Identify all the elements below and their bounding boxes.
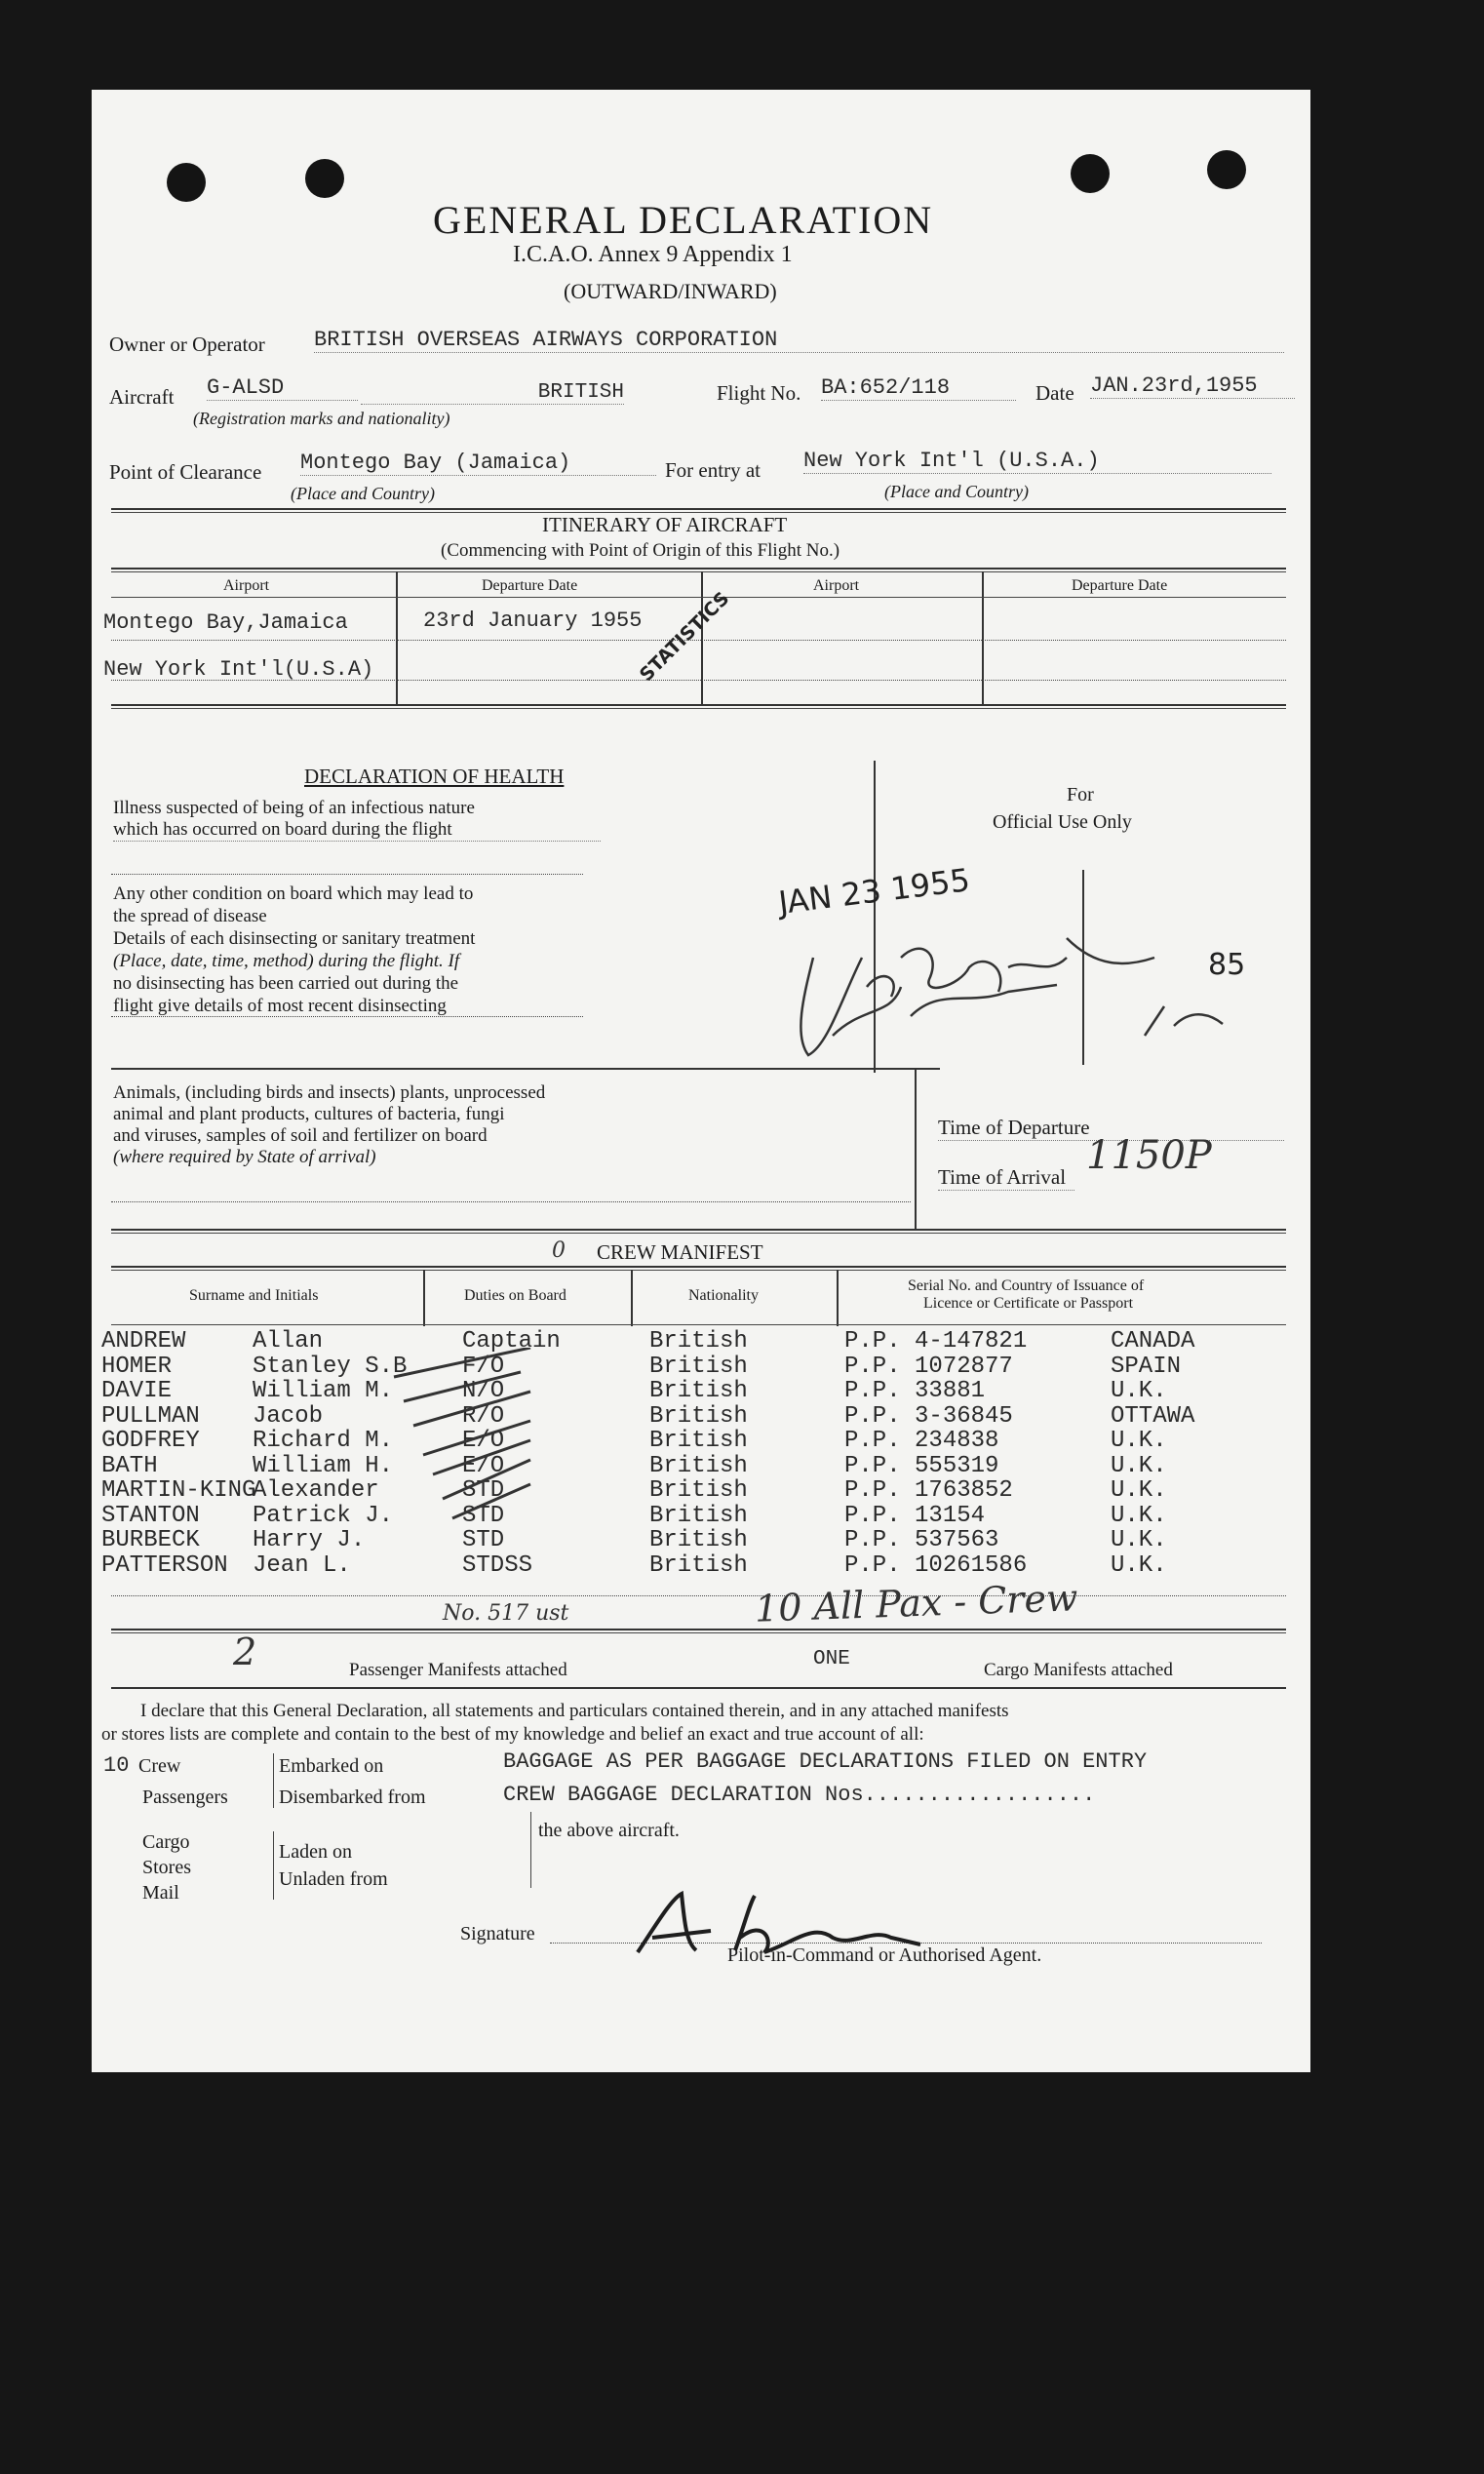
crew-country: U.K. <box>1111 1378 1167 1404</box>
date-label: Date <box>1035 381 1074 405</box>
crew-country: U.K. <box>1111 1551 1167 1579</box>
crew-col-duties: Duties on Board <box>464 1287 566 1304</box>
crew-serial: P.P. 1763852 <box>844 1477 1013 1504</box>
punch-hole-icon <box>305 159 344 198</box>
crew-given: William M. <box>253 1378 394 1404</box>
itinerary-col-departure-2: Departure Date <box>1072 577 1168 594</box>
aircraft-text: the above aircraft. <box>538 1820 680 1841</box>
unladen-from: Unladen from <box>279 1868 388 1890</box>
aircraft-label: Aircraft <box>109 385 175 409</box>
other-condition-1: Any other condition on board which may lead to <box>113 884 474 904</box>
crew-country: U.K. <box>1111 1452 1167 1479</box>
itinerary-col-departure: Departure Date <box>482 577 578 594</box>
crew-row <box>101 1503 1301 1527</box>
crew-given: Allan <box>253 1328 324 1355</box>
mail-label: Mail <box>142 1882 179 1904</box>
crew-surname: DAVIE <box>101 1378 173 1404</box>
inspector-signature <box>774 899 1242 1084</box>
itinerary-subtitle: (Commencing with Point of Origin of this Flight No.) <box>441 540 840 561</box>
official-number: 85 <box>1208 948 1246 982</box>
flight-date: JAN.23rd,1955 <box>1090 373 1295 399</box>
crew-serial: P.P. 33881 <box>844 1378 986 1404</box>
other-condition-2: the spread of disease <box>113 906 267 926</box>
statistics-stamp: STATISTICS <box>635 587 734 687</box>
illness-line-1: Illness suspected of being of an infectious nature <box>113 798 475 818</box>
page-title: GENERAL DECLARATION <box>433 198 934 242</box>
crew-surname: HOMER <box>101 1353 173 1380</box>
crew-handwritten-note: 10 All Pax - Crew <box>754 1576 1079 1630</box>
cargo-label: Cargo <box>142 1831 190 1853</box>
entry-label: For entry at <box>665 458 761 482</box>
crew-given: Alexander <box>253 1477 379 1504</box>
itinerary-title: ITINERARY OF AIRCRAFT <box>542 513 788 536</box>
crew-serial: P.P. 555319 <box>844 1452 999 1479</box>
crew-row <box>101 1428 1301 1452</box>
duty-strike-marks <box>384 1348 579 1543</box>
crew-surname: BATH <box>101 1452 158 1479</box>
crew-row <box>101 1527 1301 1551</box>
crew-nationality: British <box>649 1378 748 1404</box>
crew-row <box>101 1552 1301 1577</box>
crew-nationality: British <box>649 1477 748 1504</box>
crew-given: William H. <box>253 1452 394 1479</box>
aircraft-note: (Registration marks and nationality) <box>193 409 450 428</box>
baggage-line-2: CREW BAGGAGE DECLARATION Nos.................. <box>503 1783 1096 1807</box>
crew-serial: P.P. 13154 <box>844 1502 986 1529</box>
punch-hole-icon <box>167 163 206 202</box>
crew-country: OTTAWA <box>1111 1402 1195 1430</box>
crew-duty: E/O <box>462 1452 505 1479</box>
crew-label: Crew <box>138 1755 181 1777</box>
crew-surname: PATTERSON <box>101 1551 228 1579</box>
crew-country: CANADA <box>1111 1328 1195 1355</box>
illness-line-2: which has occurred on board during the flight <box>113 819 601 842</box>
crew-count: 10 <box>103 1753 130 1778</box>
crew-nationality: British <box>649 1402 748 1430</box>
itinerary-row2-airport: New York Int'l(U.S.A) <box>103 657 374 682</box>
animals-line-4: (where required by State of arrival) <box>113 1147 376 1167</box>
crew-surname: MARTIN-KING <box>101 1477 256 1504</box>
received-date-stamp: JAN 23 1955 <box>776 861 972 922</box>
clearance-value: Montego Bay (Jamaica) <box>300 451 656 476</box>
itinerary-row1-date: 23rd January 1955 <box>423 609 643 633</box>
owner-label: Owner or Operator <box>109 333 265 356</box>
crew-col-serial-1: Serial No. and Country of Issuance of <box>908 1277 1145 1294</box>
crew-duty: STD <box>462 1527 505 1553</box>
pilot-label: Pilot-in-Command or Authorised Agent. <box>727 1944 1042 1966</box>
crew-duty: Captain <box>462 1328 561 1355</box>
crew-surname: STANTON <box>101 1502 200 1529</box>
crew-row <box>101 1453 1301 1477</box>
crew-nationality: British <box>649 1353 748 1380</box>
crew-duty: F/O <box>462 1353 505 1380</box>
declaration-line-1: I declare that this General Declaration, all statements and particulars contained therein, and in any attached manifests <box>140 1701 1009 1721</box>
crew-given: Harry J. <box>253 1527 366 1553</box>
passenger-manifest-label: Passenger Manifests attached <box>349 1660 567 1680</box>
crew-row <box>101 1328 1301 1353</box>
passenger-manifest-count: 2 <box>233 1630 257 1673</box>
crew-duty: R/O <box>462 1402 505 1430</box>
crew-duty: E/O <box>462 1428 505 1454</box>
crew-country: U.K. <box>1111 1527 1167 1553</box>
crew-nationality: British <box>649 1428 748 1454</box>
cargo-manifest-count: ONE <box>813 1648 850 1670</box>
itinerary-col-airport: Airport <box>223 577 270 594</box>
crew-row <box>101 1477 1301 1502</box>
crew-surname: ANDREW <box>101 1328 186 1355</box>
clearance-note: (Place and Country) <box>291 484 435 503</box>
crew-duty: STDSS <box>462 1551 533 1579</box>
flight-label: Flight No. <box>717 381 801 405</box>
punch-hole-icon <box>1207 150 1246 189</box>
crew-country: U.K. <box>1111 1502 1167 1529</box>
crew-serial: P.P. 537563 <box>844 1527 999 1553</box>
itinerary-row1-airport: Montego Bay,Jamaica <box>103 610 348 635</box>
crew-country: SPAIN <box>1111 1353 1182 1380</box>
declaration-form <box>92 90 1310 2072</box>
crew-row <box>101 1403 1301 1428</box>
crew-surname: GODFREY <box>101 1428 200 1454</box>
crew-serial: P.P. 10261586 <box>844 1551 1028 1579</box>
disinsect-line-3: no disinsecting has been carried out during the <box>113 973 459 994</box>
crew-duty: STD <box>462 1502 505 1529</box>
punch-hole-icon <box>1071 154 1110 193</box>
crew-nationality: British <box>649 1502 748 1529</box>
animals-line-2: animal and plant products, cultures of bacteria, fungi <box>113 1104 505 1124</box>
signature-label: Signature <box>460 1923 535 1944</box>
crew-serial: P.P. 1072877 <box>844 1353 1013 1380</box>
crew-nationality: British <box>649 1452 748 1479</box>
aircraft-registration: G-ALSD <box>207 375 358 401</box>
crew-nationality: British <box>649 1527 748 1553</box>
crew-row <box>101 1378 1301 1402</box>
crew-count-mark: 0 <box>552 1238 566 1263</box>
crew-col-surname: Surname and Initials <box>189 1287 319 1304</box>
cargo-manifest-label: Cargo Manifests attached <box>984 1660 1173 1680</box>
crew-manifest-title: CREW MANIFEST <box>597 1240 763 1264</box>
stores-label: Stores <box>142 1857 191 1878</box>
time-of-departure: Time of Departure <box>938 1116 1284 1141</box>
owner-value: BRITISH OVERSEAS AIRWAYS CORPORATION <box>314 328 1284 353</box>
animals-line-1: Animals, (including birds and insects) plants, unprocessed <box>113 1082 546 1103</box>
crew-serial: P.P. 234838 <box>844 1428 999 1454</box>
entry-value: New York Int'l (U.S.A.) <box>803 449 1271 474</box>
crew-col-serial-2: Licence or Certificate or Passport <box>923 1295 1134 1312</box>
flight-number: BA:652/118 <box>821 375 1016 401</box>
crew-duty: STD <box>462 1477 505 1504</box>
official-use-only: Official Use Only <box>993 811 1132 833</box>
crew-surname: PULLMAN <box>101 1402 200 1430</box>
crew-country: U.K. <box>1111 1477 1167 1504</box>
crew-given: Stanley S.B <box>253 1353 408 1380</box>
direction-label: (OUTWARD/INWARD) <box>564 279 777 303</box>
crew-serial: P.P. 3-36845 <box>844 1402 1013 1430</box>
crew-given: Jean L. <box>253 1551 351 1579</box>
crew-serial: P.P. 4-147821 <box>844 1328 1028 1355</box>
embarked-on: Embarked on <box>279 1755 384 1777</box>
crew-row <box>101 1354 1301 1378</box>
baggage-line-1: BAGGAGE AS PER BAGGAGE DECLARATIONS FILED ON ENTRY <box>503 1749 1148 1774</box>
clearance-label: Point of Clearance <box>109 460 262 484</box>
animals-line-3: and viruses, samples of soil and fertilizer on board <box>113 1125 488 1146</box>
crew-surname: BURBECK <box>101 1527 200 1553</box>
time-of-arrival: Time of Arrival <box>938 1165 1074 1191</box>
crew-handwritten-left: No. 517 ust <box>443 1601 569 1626</box>
itinerary-col-airport-2: Airport <box>813 577 860 594</box>
annex-subtitle: I.C.A.O. Annex 9 Appendix 1 <box>513 242 793 267</box>
crew-nationality: British <box>649 1551 748 1579</box>
crew-given: Richard M. <box>253 1428 394 1454</box>
disinsect-line-4: flight give details of most recent disinsecting <box>113 996 447 1016</box>
crew-col-nationality: Nationality <box>688 1287 759 1304</box>
official-use-for: For <box>1067 784 1094 805</box>
passengers-label: Passengers <box>142 1787 228 1808</box>
crew-duty: N/O <box>462 1378 505 1404</box>
disembarked-from: Disembarked from <box>279 1787 426 1808</box>
laden-on: Laden on <box>279 1841 352 1863</box>
entry-note: (Place and Country) <box>884 482 1029 501</box>
arrival-time-value: 1150P <box>1086 1133 1212 1178</box>
crew-nationality: British <box>649 1328 748 1355</box>
crew-country: U.K. <box>1111 1428 1167 1454</box>
disinsect-line-1: Details of each disinsecting or sanitary treatment <box>113 928 476 949</box>
crew-given: Patrick J. <box>253 1502 394 1529</box>
declaration-line-2: or stores lists are complete and contain to the best of my knowledge and belief an exact and true account of all: <box>101 1724 924 1745</box>
crew-given: Jacob <box>253 1402 324 1430</box>
health-title: DECLARATION OF HEALTH <box>304 765 565 788</box>
aircraft-nationality: BRITISH <box>361 381 624 405</box>
disinsect-line-2: (Place, date, time, method) during the flight. If <box>113 951 460 971</box>
